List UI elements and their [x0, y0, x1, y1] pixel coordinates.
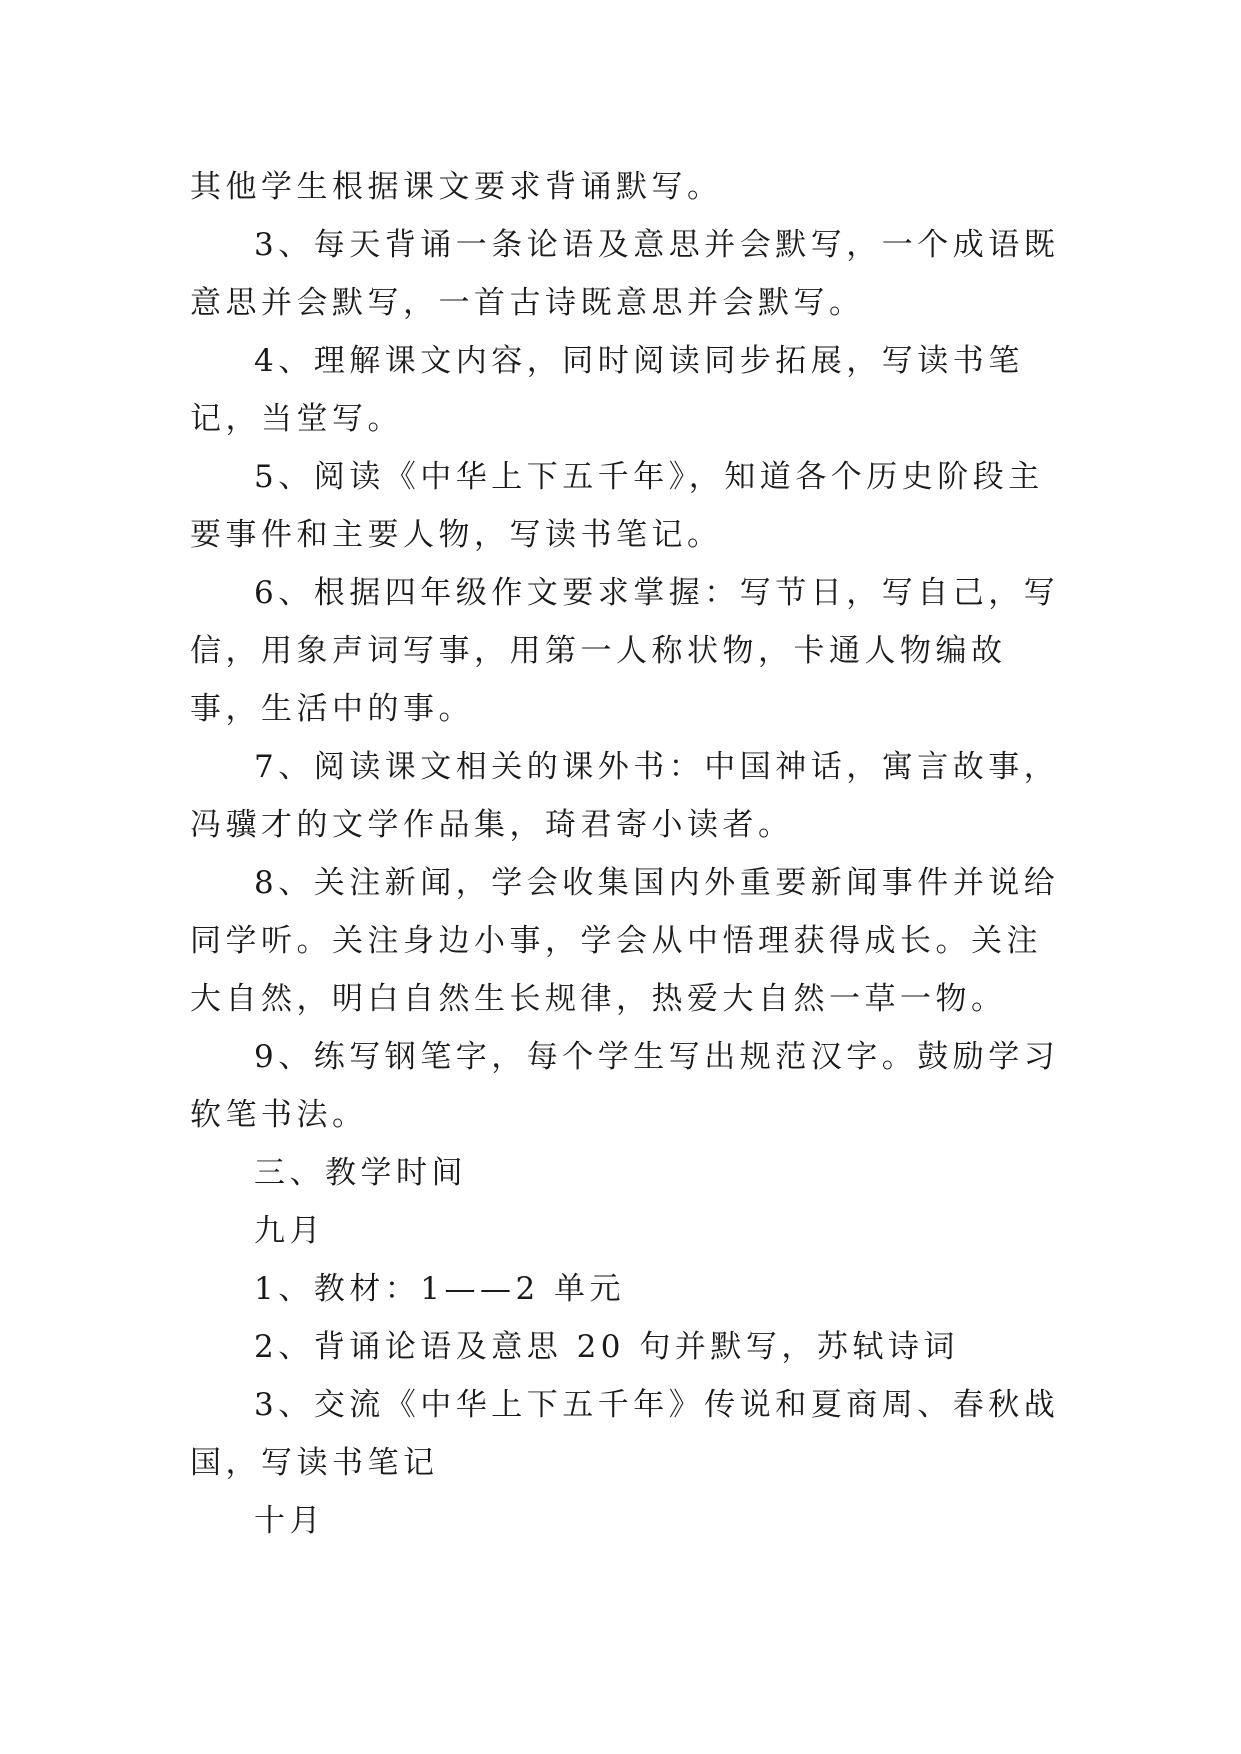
document-body [190, 158, 1070, 1550]
section-heading-teaching-time: 三、教学时间 [254, 1155, 467, 1191]
paragraph-item-8: 8、关注新闻，学会收集国内外重要新闻事件并说给同学听。关注身边小事，学会从中悟理获得成长。关注大自然，明白自然生长规律，热爱大自然一草一物。 [190, 865, 1060, 1017]
september-item-3: 3、交流《中华上下五千年》传说和夏商周、春秋战国，写读书笔记 [190, 1387, 1060, 1481]
paragraph-item-6: 6、根据四年级作文要求掌握：写节日，写自己，写信，用象声词写事，用第一人称状物，卡通人物编故事，生活中的事。 [190, 575, 1060, 727]
september-item-2: 2、背诵论语及意思 20 句并默写，苏轼诗词 [254, 1329, 959, 1365]
month-heading-september: 九月 [254, 1213, 325, 1249]
paragraph-item-4: 4、理解课文内容，同时阅读同步拓展，写读书笔记，当堂写。 [190, 343, 1024, 437]
paragraph-item-7: 7、阅读课文相关的课外书：中国神话，寓言故事，冯骥才的文学作品集，琦君寄小读者。 [190, 749, 1060, 843]
september-item-1: 1、教材：1——2 单元 [254, 1271, 626, 1307]
paragraph-item-9: 9、练写钢笔字，每个学生写出规范汉字。鼓励学习软笔书法。 [190, 1039, 1060, 1133]
paragraph-continuation: 其他学生根据课文要求背诵默写。 [190, 169, 723, 205]
paragraph-item-5: 5、阅读《中华上下五千年》，知道各个历史阶段主要事件和主要人物，写读书笔记。 [190, 459, 1044, 553]
paragraph-item-3: 3、每天背诵一条论语及意思并会默写，一个成语既意思并会默写，一首古诗既意思并会默写。 [190, 227, 1060, 321]
month-heading-october: 十月 [254, 1503, 325, 1539]
